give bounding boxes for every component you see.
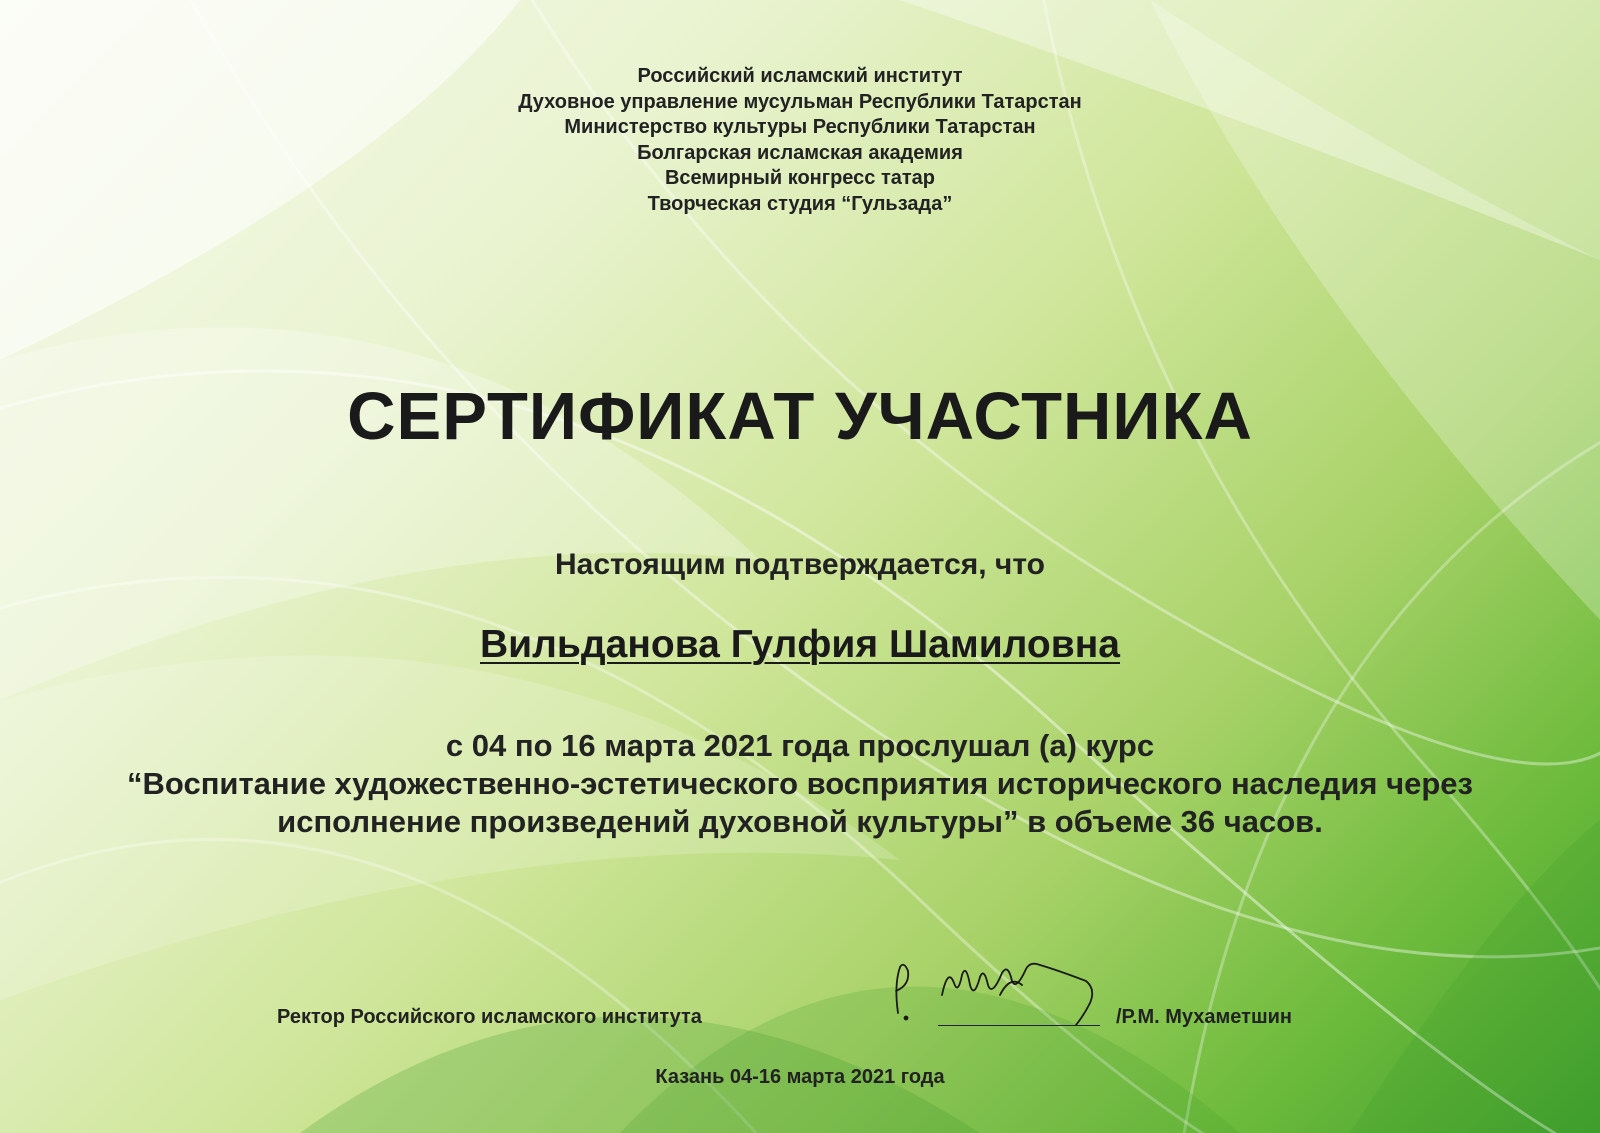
issuer-line: Всемирный конгресс татар [664, 167, 936, 189]
confirmation-text: Настоящим подтверждается, что [555, 548, 1045, 581]
signature-line [938, 1025, 1100, 1026]
signer-name: /Р.М. Мухаметшин [1116, 1006, 1292, 1028]
signer-role: Ректор Российского исламского института [277, 1006, 702, 1028]
course-line: исполнение произведений духовной культуры” в объеме 36 часов. [277, 804, 1323, 839]
issue-place-date: Казань 04-16 марта 2021 года [655, 1066, 945, 1088]
issuer-line: Российский исламский институт [637, 65, 963, 87]
signature-icon [890, 955, 1110, 1035]
issuer-list [0, 64, 1600, 217]
course-line: “Воспитание художественно-эстетического восприятия исторического наследия через [127, 766, 1473, 801]
issuer-line: Министерство культуры Республики Татарстан [564, 116, 1036, 138]
issuer-line: Творческая студия “Гульзада” [647, 192, 953, 215]
recipient-name-text: Вильданова Гулфия Шамиловна [480, 623, 1120, 666]
certificate-title: СЕРТИФИКАТ УЧАСТНИКА [347, 379, 1253, 454]
course-line: с 04 по 16 марта 2021 года прослушал (а) курс [445, 728, 1155, 763]
issuer-line: Духовное управление мусульман Республики Татарстан [518, 90, 1082, 113]
recipient-name [0, 623, 1600, 667]
course-description [30, 727, 1570, 841]
issuer-line: Болгарская исламская академия [637, 141, 963, 164]
